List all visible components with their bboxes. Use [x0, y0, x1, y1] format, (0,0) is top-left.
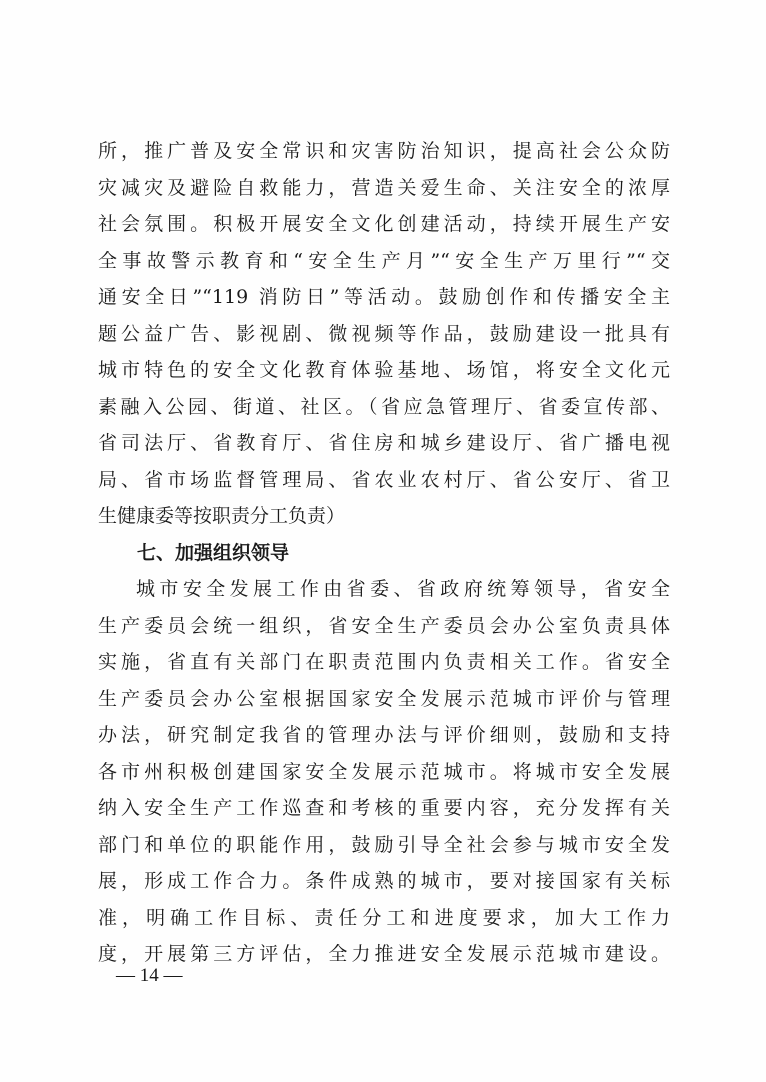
- paragraph-line: 素融入公园、街道、社区。（省应急管理厅、省委宣传部、: [98, 395, 670, 418]
- paragraph-line: 城市安全发展工作由省委、省政府统筹领导，省安全: [136, 578, 670, 600]
- paragraph-line: 部门和单位的职能作用，鼓励引导全社会参与城市安全发: [98, 833, 670, 856]
- paragraph-line: 办法，研究制定我省的管理办法与评价细则，鼓励和支持: [98, 724, 670, 746]
- paragraph-1: [98, 133, 670, 535]
- paragraph-line: 题公益广告、影视剧、微视频等作品，鼓励建设一批具有: [98, 322, 670, 345]
- paragraph-line: 全事故警示教育和“安全生产月”“安全生产万里行”“交: [98, 249, 670, 272]
- paragraph-line: 社会氛围。积极开展安全文化创建活动，持续开展生产安: [98, 213, 670, 235]
- paragraph-2: [98, 571, 670, 973]
- paragraph-line: 展，形成工作合力。条件成熟的城市，要对接国家有关标: [98, 870, 670, 892]
- paragraph-line: 各市州积极创建国家安全发展示范城市。将城市安全发展: [98, 760, 670, 783]
- paragraph-line: 省司法厅、省教育厅、省住房和城乡建设厅、省广播电视: [98, 432, 670, 454]
- paragraph-line: 生产委员会统一组织，省安全生产委员会办公室负责具体: [98, 614, 670, 637]
- paragraph-line: 生产委员会办公室根据国家安全发展示范城市评价与管理: [98, 687, 670, 710]
- paragraph-line: 准，明确工作目标、责任分工和进度要求，加大工作力: [98, 906, 670, 929]
- paragraph-line: 城市特色的安全文化教育体验基地、场馆，将安全文化元: [98, 359, 670, 381]
- paragraph-line: 纳入安全生产工作巡查和考核的重要内容，充分发挥有关: [98, 797, 670, 819]
- section-heading: 七、加强组织领导: [137, 541, 290, 564]
- paragraph-line: 局、省市场监督管理局、省农业农村厅、省公安厅、省卫: [98, 468, 670, 491]
- paragraph-line: 生健康委等按职责分工负责）: [98, 505, 346, 527]
- paragraph-line: 灾减灾及避险自救能力，营造关爱生命、关注安全的浓厚: [98, 176, 670, 199]
- body-text: [98, 133, 670, 973]
- paragraph-line: 所，推广普及安全常识和灾害防治知识，提高社会公众防: [98, 140, 670, 162]
- paragraph-line: 通安全日”“119 消防日”等活动。鼓励创作和传播安全主: [98, 286, 670, 308]
- paragraph-line: 实施，省直有关部门在职责范围内负责相关工作。省安全: [98, 651, 670, 673]
- paragraph-line: 度，开展第三方评估，全力推进安全发展示范城市建设。: [98, 943, 670, 965]
- page-number: — 14 —: [116, 965, 183, 986]
